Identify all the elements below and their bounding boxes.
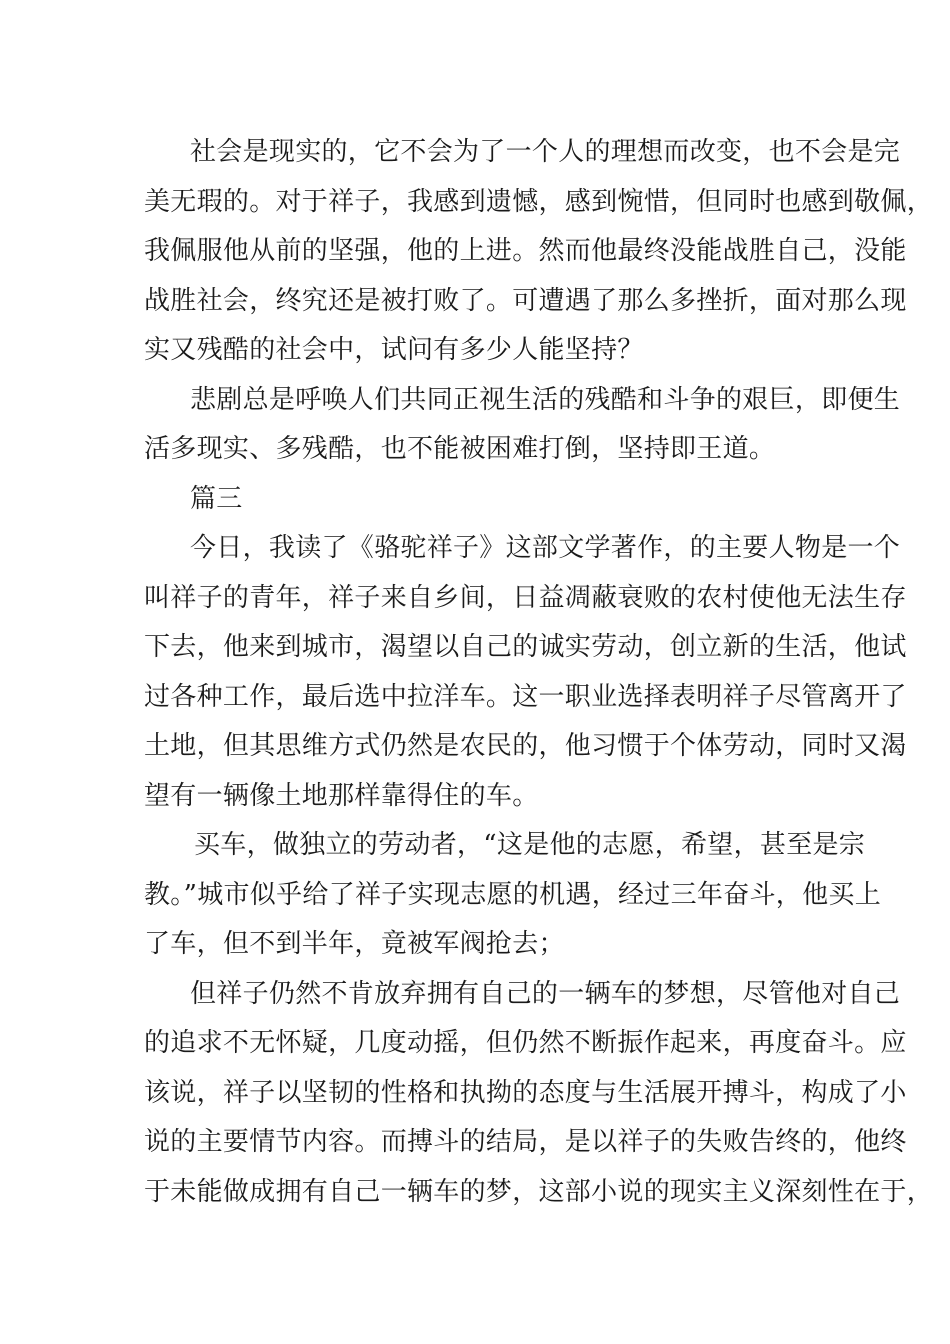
text-line: 叫祥子的青年，祥子来自乡间，日益凋蔽衰败的农村使他无法生存 [144,582,907,613]
text-line: 过各种工作，最后选中拉洋车。这一职业选择表明祥子尽管离开了 [144,681,907,712]
text-line: 于未能做成拥有自己一辆车的梦，这部小说的现实主义深刻性在于， [144,1176,934,1207]
paragraph-tragedy [144,376,901,475]
paragraph-buying-car [144,821,881,970]
text-line: 土地，但其思维方式仍然是农民的，他习惯于个体劳动，同时又渴 [144,731,907,761]
text-line: 但祥子仍然不肯放弃拥有自己的一辆车的梦想，尽管他对自己 [190,978,901,1009]
section-heading-text: 篇三 [190,483,243,514]
text-line: 今日，我读了《骆驼祥子》这部文学著作，的主要人物是一个 [190,533,901,563]
section-heading [144,475,824,525]
text-line: 买车，做独立的劳动者，“这是他的志愿，希望，甚至是宗 [194,830,866,860]
text-line: 活多现实、多残酷，也不能被困难打倒，坚持即王道。 [144,434,776,464]
text-line: 我佩服他从前的坚强，他的上进。然而他最终没能战胜自己，没能 [144,236,907,266]
text-line: 说的主要情节内容。而搏斗的结局，是以祥子的失败告终的，他终 [144,1127,907,1157]
text-line: 望有一辆像土地那样靠得住的车。 [144,780,539,811]
text-line: 下去，他来到城市，渴望以自己的诚实劳动，创立新的生活，他试 [144,632,907,662]
text-line: 该说，祥子以坚韧的性格和执拗的态度与生活展开搏斗，构成了小 [144,1077,907,1108]
text-line: 社会是现实的，它不会为了一个人的理想而改变，也不会是完 [190,137,901,167]
text-line: 实又残酷的社会中，试问有多少人能坚持？ [144,335,644,365]
paragraph-society-reality [144,128,934,376]
document-page [144,128,934,1217]
paragraph-reading-intro [144,524,907,821]
text-line: 了车，但不到半年，竟被军阀抢去； [144,929,565,959]
paragraph-dream-struggle [144,970,934,1218]
text-line: 教。”城市似乎给了祥子实现志愿的机遇，经过三年奋斗，他买上 [144,879,881,910]
text-line: 的追求不无怀疑，几度动摇，但仍然不断振作起来，再度奋斗。应 [144,1028,907,1058]
text-line: 战胜社会，终究还是被打败了。可遭遇了那么多挫折，面对那么现 [144,285,907,316]
text-line: 悲剧总是呼唤人们共同正视生活的残酷和斗争的艰巨，即便生 [190,384,901,415]
text-line: 美无瑕的。对于祥子，我感到遗憾，感到惋惜，但同时也感到敬佩， [144,186,934,217]
